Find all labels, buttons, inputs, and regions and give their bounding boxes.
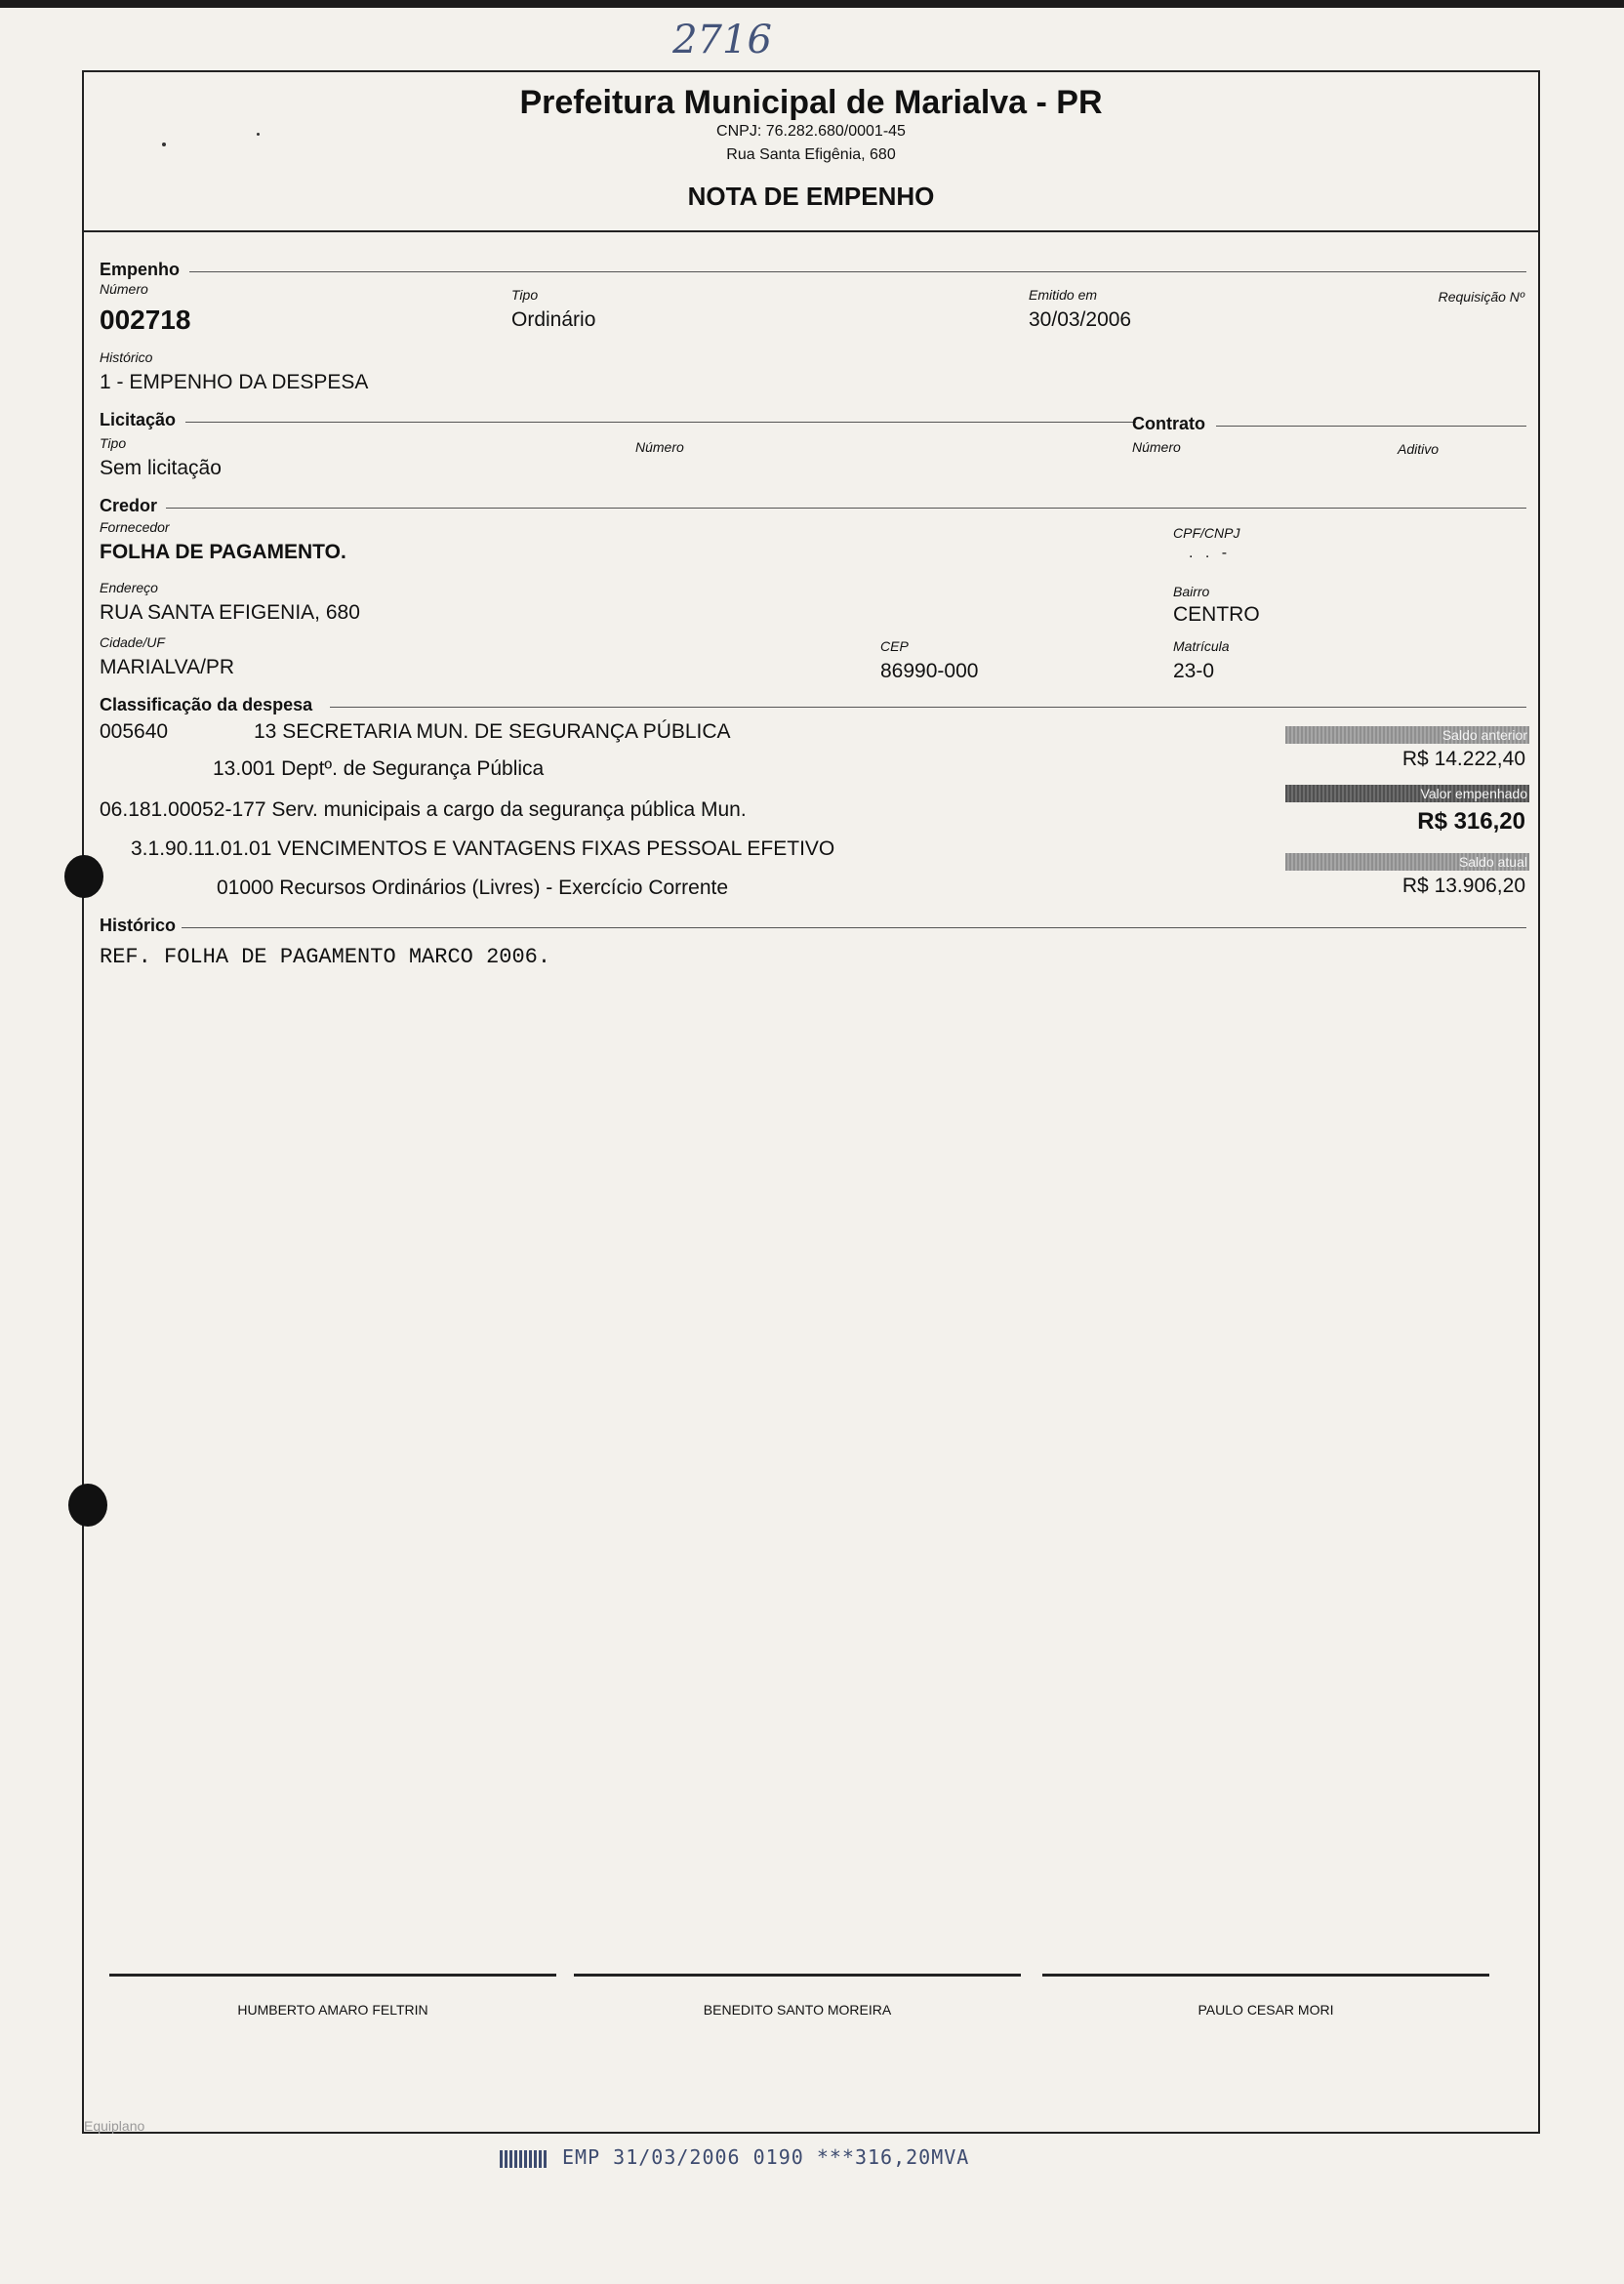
- classificacao-orgao: 13 SECRETARIA MUN. DE SEGURANÇA PÚBLICA: [254, 720, 731, 743]
- section-rule: [182, 927, 1526, 928]
- licitacao-numero-label: Número: [635, 439, 684, 455]
- document-header: [84, 72, 1538, 232]
- cpf-value: . . -: [1189, 545, 1232, 561]
- signature-line: [1042, 1974, 1489, 1977]
- tipo-value: Ordinário: [511, 308, 596, 331]
- licitacao-tipo: Sem licitação: [100, 457, 222, 479]
- signature-name: HUMBERTO AMARO FELTRIN: [237, 2002, 428, 2018]
- empenho-number: 002718: [100, 305, 191, 335]
- aditivo-label: Aditivo: [1398, 441, 1440, 457]
- classificacao-funcional: 06.181.00052-177 Serv. municipais a cargo da segurança pública Mun.: [100, 798, 747, 821]
- brand-label: Equiplano: [84, 2118, 145, 2134]
- cnpj-text: CNPJ: 76.282.680/0001-45: [716, 123, 906, 140]
- section-historico: Histórico: [100, 916, 177, 935]
- section-rule: [185, 422, 1136, 423]
- stamp-barcode-icon: [500, 2150, 548, 2168]
- emitido-date: 30/03/2006: [1029, 308, 1132, 331]
- section-contrato: Contrato: [1132, 414, 1205, 433]
- classificacao-recurso: 01000 Recursos Ordinários (Livres) - Exercício Corrente: [217, 877, 729, 899]
- section-rule: [189, 271, 1526, 272]
- mechanical-stamp: [500, 2145, 969, 2169]
- document-type-title: NOTA DE EMPENHO: [687, 182, 935, 211]
- section-rule: [1216, 426, 1526, 427]
- valor-empenhado-label: Valor empenhado: [1285, 785, 1529, 802]
- section-licitacao: Licitação: [100, 410, 177, 429]
- contrato-numero-label: Número: [1132, 439, 1181, 455]
- punch-hole: [68, 1484, 107, 1527]
- cep-value: 86990-000: [880, 660, 979, 682]
- section-rule: [330, 707, 1526, 708]
- signature-line: [109, 1974, 556, 1977]
- saldo-anterior-label: Saldo anterior: [1285, 726, 1529, 744]
- cpf-label: CPF/CNPJ: [1173, 525, 1240, 541]
- historico-text: REF. FOLHA DE PAGAMENTO MARCO 2006.: [100, 945, 551, 969]
- cep-label: CEP: [880, 638, 909, 654]
- punch-hole: [64, 855, 103, 898]
- fornecedor-label: Fornecedor: [100, 519, 170, 535]
- endereco-label: Endereço: [100, 580, 158, 595]
- municipality-title: Prefeitura Municipal de Marialva - PR: [519, 84, 1103, 121]
- signature-line: [574, 1974, 1021, 1977]
- matricula-value: 23-0: [1173, 660, 1215, 682]
- endereco-value: RUA SANTA EFIGENIA, 680: [100, 601, 360, 624]
- requisicao-label: Requisição Nº: [1438, 289, 1524, 305]
- signature-name: BENEDITO SANTO MOREIRA: [703, 2002, 892, 2018]
- fornecedor-value: FOLHA DE PAGAMENTO.: [100, 541, 346, 563]
- handwritten-number: 2716: [672, 18, 772, 62]
- tipo-label: Tipo: [511, 287, 539, 303]
- section-rule: [166, 508, 1526, 509]
- signature-name: PAULO CESAR MORI: [1198, 2002, 1334, 2018]
- classificacao-unidade: 13.001 Deptº. de Segurança Pública: [213, 757, 545, 780]
- licitacao-tipo-label: Tipo: [100, 435, 127, 451]
- historico-label: Histórico: [100, 349, 153, 365]
- classificacao-code: 005640: [100, 720, 169, 743]
- historico-value: 1 - EMPENHO DA DESPESA: [100, 371, 369, 393]
- numero-label: Número: [100, 281, 148, 297]
- cidade-value: MARIALVA/PR: [100, 656, 235, 678]
- section-empenho: Empenho: [100, 260, 181, 279]
- nota-de-empenho-document: [82, 70, 1540, 2134]
- saldo-anterior-value: R$ 14.222,40: [1401, 748, 1525, 770]
- section-classificacao: Classificação da despesa: [100, 695, 313, 714]
- bairro-value: CENTRO: [1173, 603, 1260, 626]
- section-credor: Credor: [100, 496, 158, 515]
- valor-empenhado-value: R$ 316,20: [1417, 808, 1525, 835]
- emitido-label: Emitido em: [1029, 287, 1098, 303]
- matricula-label: Matrícula: [1173, 638, 1230, 654]
- stamp-text: EMP 31/03/2006 0190 ***316,20MVA: [562, 2145, 970, 2169]
- saldo-atual-label: Saldo atual: [1285, 853, 1529, 871]
- address-text: Rua Santa Efigênia, 680: [726, 146, 896, 163]
- classificacao-elemento: 3.1.90.11.01.01 VENCIMENTOS E VANTAGENS FIXAS PESSOAL EFETIVO: [131, 837, 835, 860]
- scan-edge: [0, 0, 1624, 8]
- saldo-atual-value: R$ 13.906,20: [1401, 875, 1525, 897]
- cidade-label: Cidade/UF: [100, 634, 165, 650]
- bairro-label: Bairro: [1173, 584, 1210, 599]
